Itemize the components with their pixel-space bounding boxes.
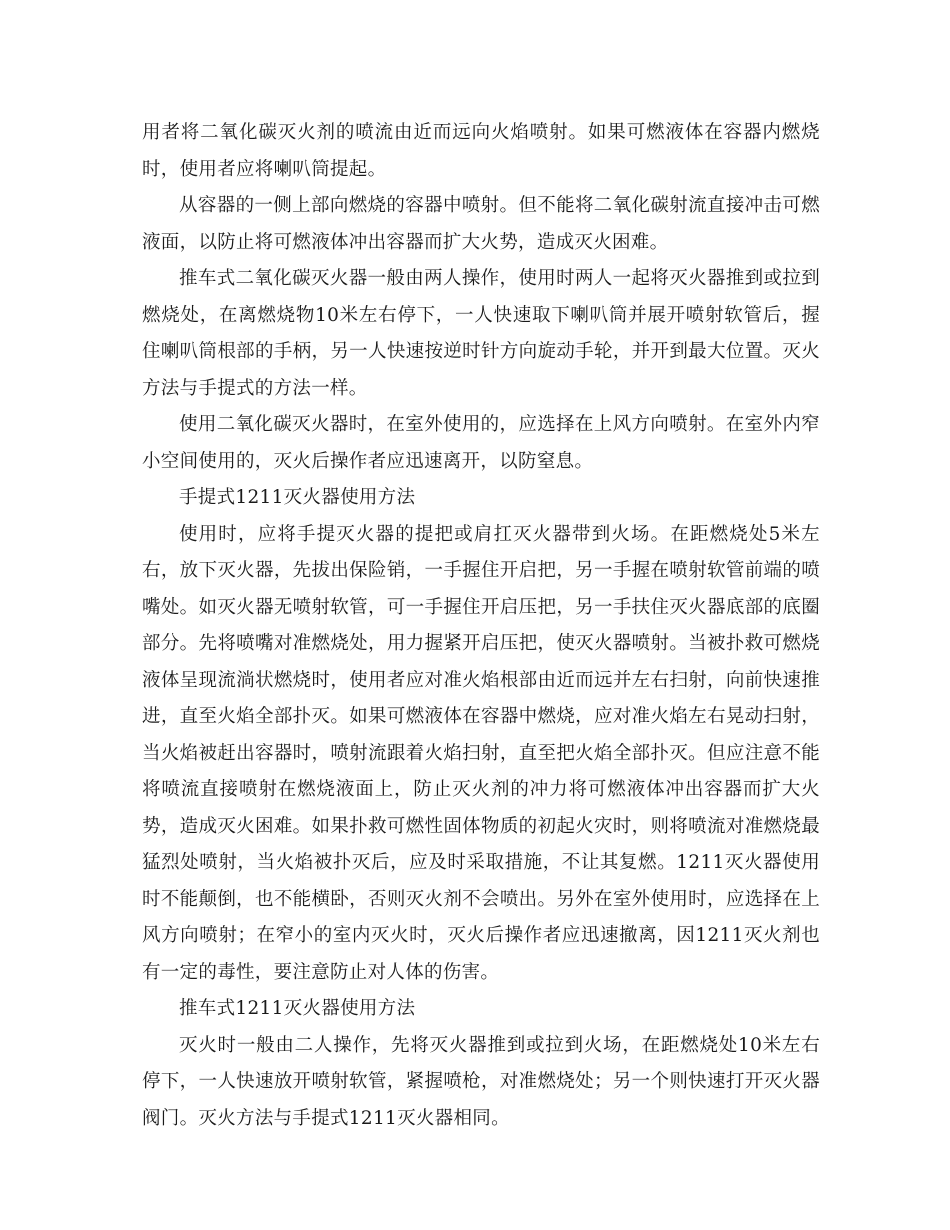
paragraph-cart-1211-usage: 灭火时一般由二人操作，先将灭火器推到或拉到火场，在距燃烧处10米左右停下，一人快速放开喷射软管，紧握喷枪，对准燃烧处；另一个则快速打开灭火器阀门。灭火方法与手提式1211灭火器相同。 [142, 1034, 820, 1129]
paragraph-handheld-1211-usage: 使用时，应将手提灭火器的提把或肩扛灭火器带到火场。在距燃烧处5米左右，放下灭火器，先拔出保险销，一手握住开启把，另一手握在喷射软管前端的喷嘴处。如灭火器无喷射软管，可一手握住开启压把，另一手扶住灭火器底部的底圈部分。先将喷嘴对准燃烧处，用力握紧开启压把，使灭火器喷射。当被扑救可燃烧液体呈现流淌状燃烧时，使用者应对准火焰根部由近而远并左右扫射，向前快速推进，直至火焰全部扑灭。如果可燃液体在容器中燃烧，应对准火焰左右晃动扫射，当火焰被赶出容器时，喷射流跟着火焰扫射，直至把火焰全部扑灭。但应注意不能将喷流直接喷射在燃烧液面上，防止灭火剂的冲力将可燃液体冲出容器而扩大火势，造成灭火困难。如果扑救可燃性固体物质的初起火灾时，则将喷流对准燃烧最猛烈处喷射，当火焰被扑灭后，应及时采取措施，不让其复燃。1211灭火器使用时不能颠倒，也不能横卧，否则灭火剂不会喷出。另外在室外使用时，应选择在上风方向喷射；在窄小的室内灭火时，灭火后操作者应迅速撤离，因1211灭火剂也有一定的毒性，要注意防止对人体的伤害。 [142, 523, 820, 983]
heading-cart-1211: 推车式1211灭火器使用方法 [179, 998, 416, 1019]
paragraph-cart-co2-operation: 推车式二氧化碳灭火器一般由两人操作，使用时两人一起将灭火器推到或拉到燃烧处，在离燃烧物10米左右停下，一人快速取下喇叭筒并展开喷射软管后，握住喇叭筒根部的手柄，另一人快速按逆时针方向旋动手轮，并开到最大位置。灭火方法与手提式的方法一样。 [142, 268, 820, 399]
paragraph-co2-container-spray: 从容器的一侧上部向燃烧的容器中喷射。但不能将二氧化碳射流直接冲击可燃液面，以防止将可燃液体冲出容器而扩大火势，造成灭火困难。 [142, 195, 820, 253]
paragraph-co2-spray-direction: 用者将二氧化碳灭火剂的喷流由近而远向火焰喷射。如果可燃液体在容器内燃烧时，使用者应将喇叭筒提起。 [142, 122, 820, 180]
heading-handheld-1211: 手提式1211灭火器使用方法 [179, 487, 416, 508]
paragraph-co2-usage-caution: 使用二氧化碳灭火器时，在室外使用的，应选择在上风方向喷射。在室外内窄小空间使用的，灭火后操作者应迅速离开，以防窒息。 [142, 414, 820, 472]
